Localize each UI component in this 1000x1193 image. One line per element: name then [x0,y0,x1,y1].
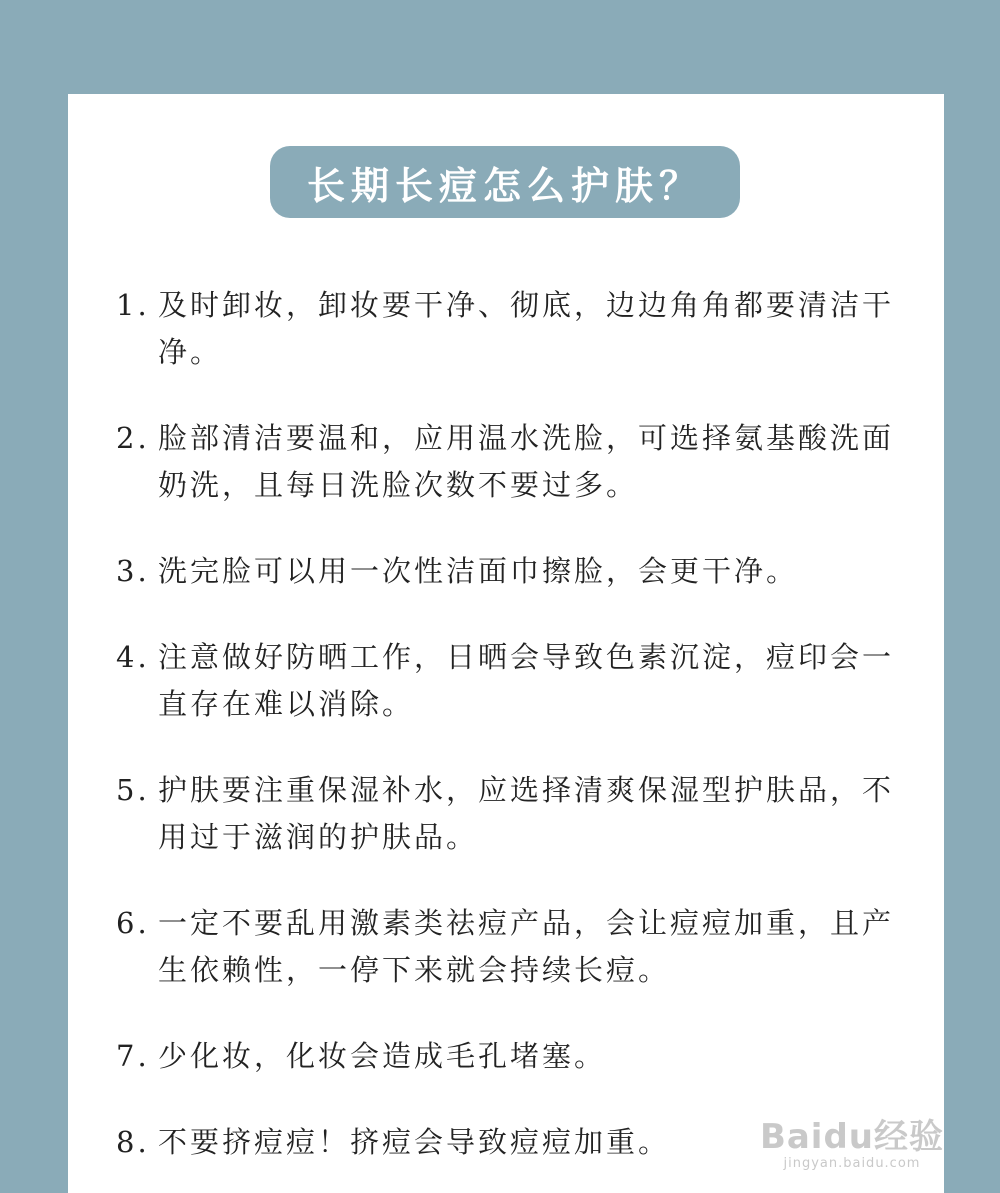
list-item [116,282,916,376]
list-item [116,634,916,728]
watermark-logo: Baidu经验 [759,1117,944,1157]
item-number: 7. [116,1039,150,1073]
list-item [116,900,916,994]
item-number: 2. [116,421,150,455]
item-text: 少化妆，化妆会造成毛孔堵塞。 [158,1039,607,1073]
list-item [116,548,916,595]
list-item [116,767,916,861]
item-text: 护肤要注重保湿补水，应选择清爽保湿型护肤品，不用过于滋润的护肤品。 [158,773,895,854]
item-number: 6. [116,906,150,940]
item-number: 1. [116,288,150,322]
item-text: 一定不要乱用激素类祛痘产品，会让痘痘加重，且产生依赖性，一停下来就会持续长痘。 [158,906,895,987]
item-text: 不要挤痘痘！挤痘会导致痘痘加重。 [158,1125,671,1159]
list-item [116,1033,916,1080]
item-number: 3. [116,554,150,588]
item-text: 注意做好防晒工作，日晒会导致色素沉淀，痘印会一直存在难以消除。 [158,640,895,721]
item-number: 5. [116,773,150,807]
item-text: 及时卸妆，卸妆要干净、彻底，边边角角都要清洁干净。 [158,288,895,369]
baidu-watermark [760,1118,944,1171]
item-text: 洗完脸可以用一次性洁面巾擦脸，会更干净。 [158,554,799,588]
watermark-url: jingyan.baidu.com [783,1156,921,1171]
page-title: 长期长痘怎么护肤？ [270,146,740,218]
item-number: 4. [116,640,150,674]
content-card [68,94,944,1193]
item-number: 8. [116,1125,150,1159]
tips-list [116,282,916,1166]
list-item [116,415,916,509]
item-text: 脸部清洁要温和，应用温水洗脸，可选择氨基酸洗面奶洗，且每日洗脸次数不要过多。 [158,421,895,502]
